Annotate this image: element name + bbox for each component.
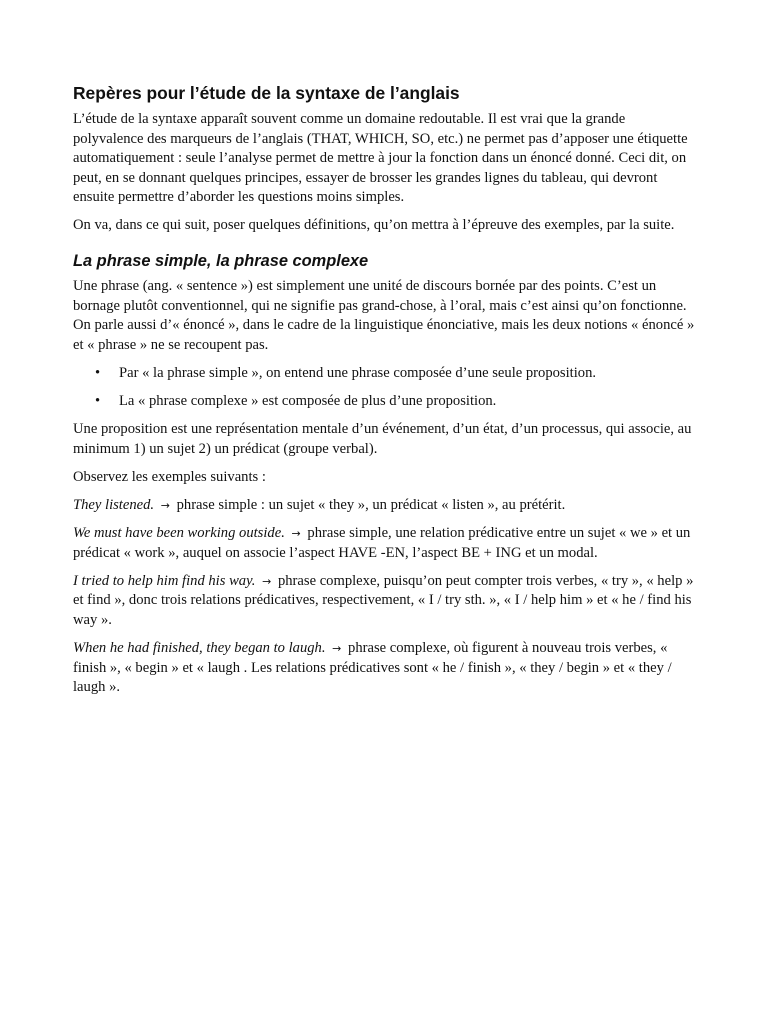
list-item-text: La « phrase complexe » est composée de plus d’une proposition. [119,393,497,410]
example-comment: phrase complexe, puisqu’on peut compter trois verbes, « try », « help » et find », donc trois relations prédicatives, respectivement, « I / try sth. », « I / help him » et « he / find his way ». [73,572,694,628]
section-paragraph: Une phrase (ang. « sentence ») est simplement une unité de discours bornée par des points. C’est un bornage plutôt conventionnel, qui ne signifie pas grand-chose, à l’oral, mais c’est ainsi qu’on fonctionne. On parle aussi d’« énoncé », dans le cadre de la linguistique énonciative, mais les deux notions « énoncé » et « phrase » ne se recoupent pas. [73,278,695,353]
example-comment: phrase simple : un sujet « they », un prédicat « listen », au prétérit. [176,496,566,513]
section-paragraph: Une proposition est une représentation mentale d’un événement, d’un état, d’un processus, qui associe, au minimum 1) un sujet 2) un prédicat (groupe verbal). [73,421,692,457]
section-heading: La phrase simple, la phrase complexe [73,252,369,271]
intro-paragraph: L’étude de la syntaxe apparaît souvent comme un domaine redoutable. Il est vrai que la grande polyvalence des marqueurs de l’anglais (THAT, WHICH, SO, etc.) ne permet pas d’apposer une étiquette automatiquement : seule l’analyse permet de mettre à jour la fonction dans un énoncé donné. Ceci dit, on peut, en se donnant quelques principes, essayer de brosser les grandes lignes du tableau, qui devront ensuite permettre d’aborder les questions moins simples. [73,111,688,206]
document-title: Repères pour l’étude de la syntaxe de l’anglais [73,83,460,103]
example-paragraph [73,524,697,563]
arrow-icon: → [291,527,301,540]
example-paragraph [73,496,697,516]
arrow-icon: → [332,641,342,655]
list-item [73,392,697,412]
bullet-icon: • [95,364,101,381]
example-sentence: When he had finished, they began to laugh. [73,639,326,656]
arrow-icon: → [160,498,170,512]
example-paragraph [73,639,697,698]
example-sentence: We must have been working outside. [73,525,285,541]
example-sentence: I tried to help him find his way. [73,572,256,589]
list-item-text: Par « la phrase simple », on entend une phrase composée d’une seule proposition. [119,364,597,381]
intro-paragraph: On va, dans ce qui suit, poser quelques définitions, qu’on mettra à l’épreuve des exemples, par la suite. [73,217,675,234]
document-page [73,82,697,706]
bullet-icon: • [95,393,101,410]
arrow-icon: → [262,574,272,588]
bullet-list [73,364,697,412]
example-paragraph [73,572,697,631]
example-sentence: They listened. [73,496,155,513]
section-paragraph: Observez les exemples suivants : [73,468,266,485]
list-item [73,364,697,384]
example-comment: phrase complexe, où figurent à nouveau trois verbes, « finish », « begin » et « laugh . Les relations prédicatives sont « he / finish », « they / begin » et « they / laugh ». [73,639,672,696]
example-comment: phrase simple, une relation prédicative entre un sujet « we » et un prédicat « work », auquel on associe l’aspect HAVE -EN, l’aspect BE + ING et un modal. [73,525,691,561]
